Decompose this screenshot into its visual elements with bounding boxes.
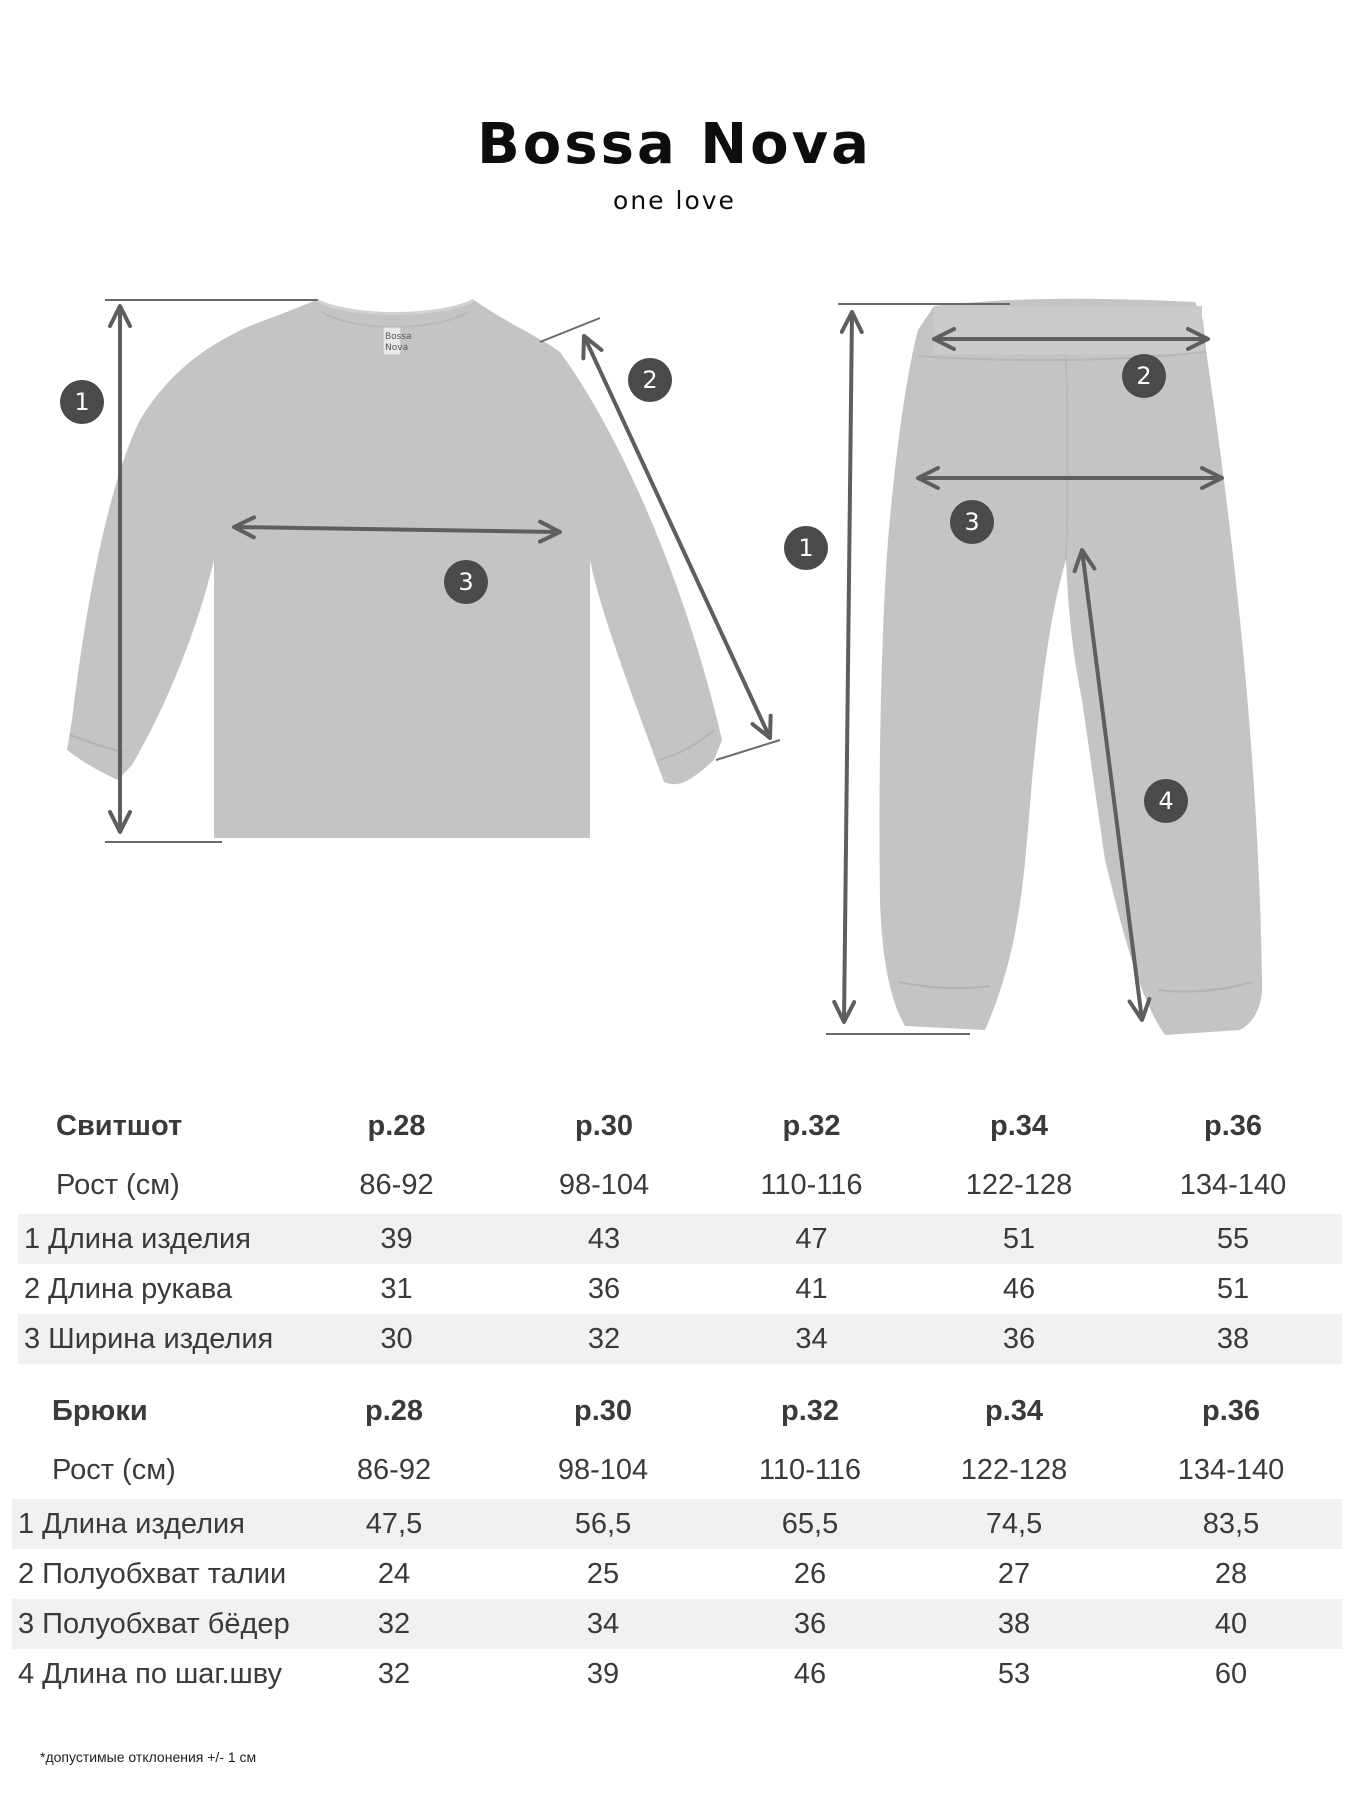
cell-value: 47,5 bbox=[294, 1499, 494, 1549]
marker-badge bbox=[1122, 354, 1166, 398]
cell-value: 36 bbox=[587, 1272, 621, 1305]
height-value: 110-116 bbox=[760, 1168, 863, 1201]
size-header: р.34 bbox=[989, 1109, 1049, 1142]
size-header: р.36 bbox=[1203, 1109, 1263, 1142]
height-value: 98-104 bbox=[558, 1168, 650, 1201]
marker-badge bbox=[444, 560, 488, 604]
marker-number: 4 bbox=[1158, 787, 1174, 815]
cell-value: 56,5 bbox=[494, 1499, 712, 1549]
guide-line bbox=[716, 740, 780, 760]
cell-value: 32 bbox=[499, 1314, 709, 1364]
table-title: Свитшот bbox=[56, 1109, 183, 1142]
cell-value: 34 bbox=[709, 1314, 914, 1364]
row-label: 2 Полуобхват талии bbox=[18, 1557, 287, 1590]
cell-value: 24 bbox=[377, 1557, 411, 1590]
height-value: 110-116 bbox=[758, 1453, 862, 1486]
trousers-figure bbox=[784, 299, 1262, 1035]
marker-number: 3 bbox=[458, 568, 474, 596]
height-value: 98-104 bbox=[557, 1453, 649, 1486]
cell-value: 34 bbox=[494, 1599, 712, 1649]
row-label: 1 Длина изделия bbox=[12, 1499, 294, 1549]
cell-value: 28 bbox=[1214, 1557, 1248, 1590]
marker-number: 2 bbox=[1136, 362, 1152, 390]
garment-tag-icon bbox=[383, 327, 412, 355]
waistband bbox=[934, 306, 1202, 354]
trousers-shape bbox=[879, 299, 1262, 1035]
height-value: 134-140 bbox=[1179, 1168, 1287, 1201]
size-header: р.30 bbox=[573, 1394, 633, 1427]
size-header: р.28 bbox=[364, 1394, 424, 1427]
tolerance-footnote: *допустимые отклонения +/- 1 см bbox=[40, 1749, 257, 1765]
cell-value: 30 bbox=[294, 1314, 499, 1364]
cell-value: 53 bbox=[997, 1657, 1031, 1690]
row-label: 4 Длина по шаг.шву bbox=[18, 1657, 283, 1690]
cell-value: 32 bbox=[377, 1657, 411, 1690]
size-header: р.32 bbox=[780, 1394, 840, 1427]
sweatshirt-size-table bbox=[18, 1096, 1342, 1364]
cell-value: 39 bbox=[294, 1214, 499, 1264]
cell-value: 41 bbox=[795, 1272, 828, 1305]
row-label: 3 Ширина изделия bbox=[18, 1314, 294, 1364]
cell-value: 51 bbox=[1216, 1272, 1250, 1305]
cell-value: 74,5 bbox=[908, 1499, 1120, 1549]
cell-value: 65,5 bbox=[712, 1499, 908, 1549]
marker-badge bbox=[784, 526, 828, 570]
brand-tagline: one love bbox=[613, 186, 736, 215]
size-header: р.28 bbox=[367, 1109, 426, 1142]
row-label: 2 Длина рукава bbox=[24, 1272, 233, 1305]
table-row bbox=[18, 1264, 1342, 1314]
table-row bbox=[12, 1649, 1342, 1699]
height-value: 122-128 bbox=[960, 1453, 1068, 1486]
cell-value: 60 bbox=[1214, 1657, 1248, 1690]
trousers-size-table bbox=[12, 1381, 1342, 1699]
table-header-row bbox=[12, 1381, 1342, 1441]
cell-value: 39 bbox=[586, 1657, 620, 1690]
table-row bbox=[12, 1549, 1342, 1599]
marker-badge bbox=[60, 380, 104, 424]
marker-badge bbox=[1144, 779, 1188, 823]
cell-value: 46 bbox=[1002, 1272, 1036, 1305]
height-label: Рост (см) bbox=[56, 1168, 180, 1201]
table-row bbox=[12, 1499, 1342, 1549]
cell-value: 40 bbox=[1120, 1599, 1342, 1649]
cell-value: 51 bbox=[914, 1214, 1124, 1264]
marker-number: 3 bbox=[964, 508, 980, 536]
cell-value: 25 bbox=[586, 1557, 620, 1590]
marker-badge bbox=[950, 500, 994, 544]
cell-value: 32 bbox=[294, 1599, 494, 1649]
cell-value: 36 bbox=[712, 1599, 908, 1649]
row-label: 3 Полуобхват бёдер bbox=[12, 1599, 294, 1649]
height-value: 86-92 bbox=[356, 1453, 432, 1486]
table-title: Брюки bbox=[52, 1394, 148, 1427]
sweatshirt-shape bbox=[67, 300, 722, 838]
table-row bbox=[18, 1214, 1342, 1264]
guide-line bbox=[540, 318, 600, 342]
garment-tag-text-1: Bossa bbox=[385, 332, 412, 342]
measure-arrow-length bbox=[844, 312, 852, 1022]
marker-number: 2 bbox=[642, 366, 658, 394]
brand-logo: Bossa Nova bbox=[477, 112, 872, 177]
size-header: р.36 bbox=[1201, 1394, 1261, 1427]
cell-value: 43 bbox=[499, 1214, 709, 1264]
sweatshirt-figure bbox=[60, 300, 780, 842]
size-header: р.34 bbox=[984, 1394, 1044, 1427]
table-row bbox=[12, 1599, 1342, 1649]
height-value: 86-92 bbox=[359, 1168, 434, 1201]
cell-value: 55 bbox=[1124, 1214, 1342, 1264]
size-header: р.32 bbox=[782, 1109, 841, 1142]
size-header: р.30 bbox=[574, 1109, 634, 1142]
height-value: 134-140 bbox=[1177, 1453, 1285, 1486]
cell-value: 46 bbox=[793, 1657, 827, 1690]
cell-value: 27 bbox=[997, 1557, 1031, 1590]
cell-value: 47 bbox=[709, 1214, 914, 1264]
table-header-row bbox=[18, 1096, 1342, 1156]
table-row bbox=[18, 1314, 1342, 1364]
garment-tag-text-2: Nova bbox=[385, 343, 409, 353]
row-label: 1 Длина изделия bbox=[18, 1214, 294, 1264]
height-value: 122-128 bbox=[965, 1168, 1073, 1201]
cell-value: 31 bbox=[380, 1272, 413, 1305]
marker-number: 1 bbox=[74, 388, 90, 416]
cell-value: 38 bbox=[1124, 1314, 1342, 1364]
cell-value: 26 bbox=[793, 1557, 827, 1590]
height-row bbox=[12, 1441, 1342, 1499]
cell-value: 36 bbox=[914, 1314, 1124, 1364]
cell-value: 83,5 bbox=[1120, 1499, 1342, 1549]
marker-badge bbox=[628, 358, 672, 402]
cell-value: 38 bbox=[908, 1599, 1120, 1649]
marker-number: 1 bbox=[798, 534, 814, 562]
height-row bbox=[18, 1156, 1342, 1214]
height-label: Рост (см) bbox=[52, 1453, 176, 1486]
